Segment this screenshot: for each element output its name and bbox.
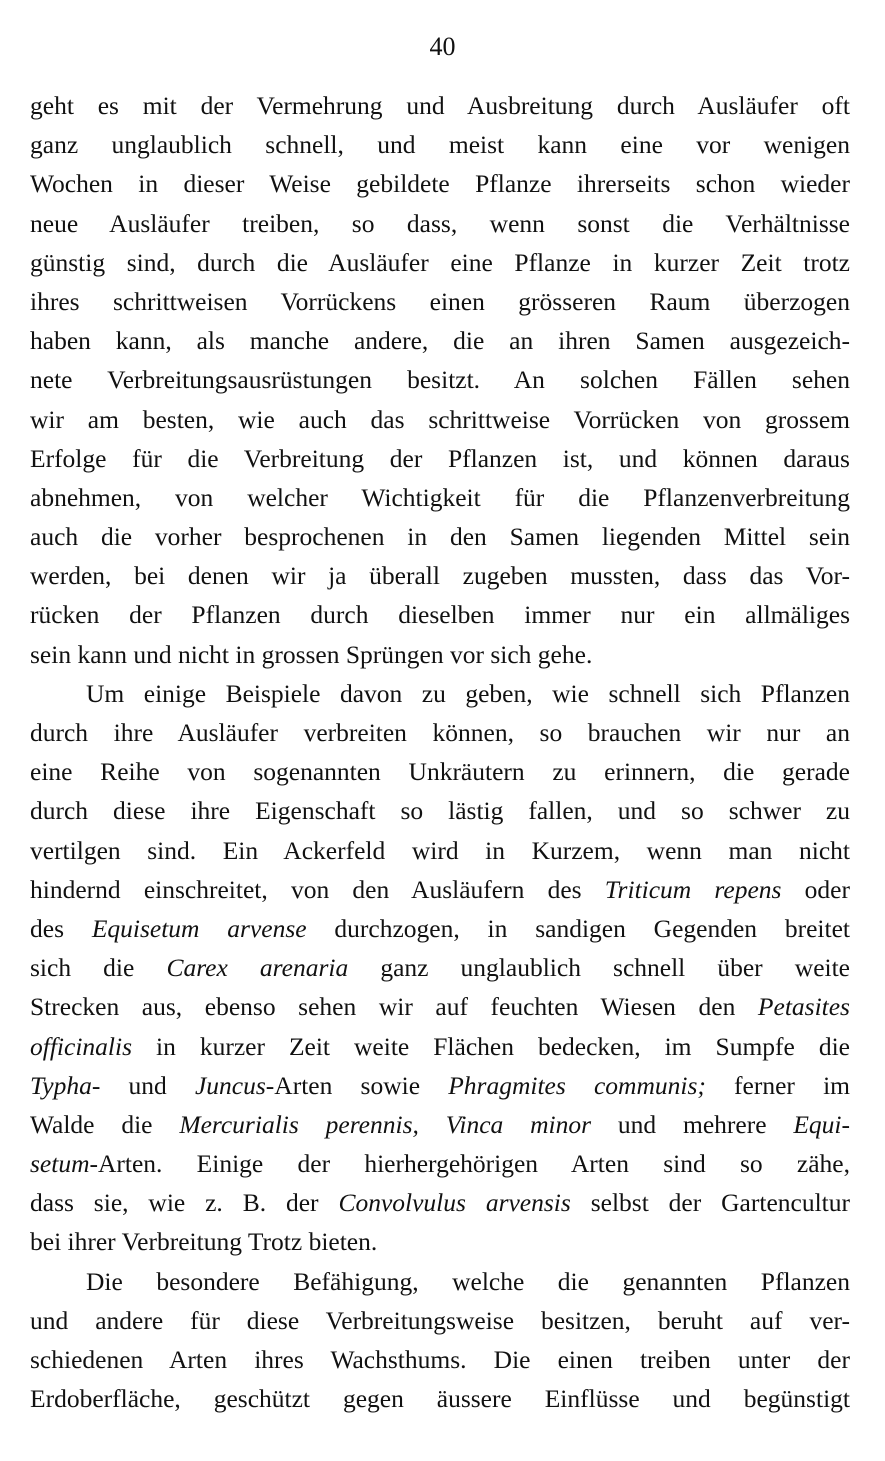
text-segment: oder <box>781 874 850 904</box>
text-segment: des <box>30 913 92 943</box>
text-segment: eine Reihe von sogenannten Unkräutern zu erinnern, die gerade <box>30 757 850 787</box>
italic-species-name: setum- <box>30 1149 98 1179</box>
paragraph <box>30 86 850 674</box>
text-segment: schiedenen Arten ihres Wachsthums. Die einen treiben unter der <box>30 1345 850 1374</box>
text-line <box>30 1262 850 1301</box>
text-segment: und andere für diese Verbreitungsweise besitzen, beruht auf ver- <box>30 1305 850 1335</box>
text-line <box>30 1105 850 1144</box>
text-line <box>30 1340 850 1379</box>
text-line <box>30 870 850 909</box>
italic-species-name: Equi- <box>793 1109 850 1139</box>
text-segment: sich die <box>30 953 167 983</box>
text-segment: durch ihre Ausläufer verbreiten können, so brauchen wir nur an <box>30 718 850 747</box>
text-segment: Erfolge für die Verbreitung der Pflanzen ist, und können daraus <box>30 443 850 473</box>
text-segment: und <box>100 1070 195 1100</box>
text-segment: Die besondere Befähigung, welche die genannten Pflanzen <box>86 1266 850 1296</box>
italic-species-name: officinalis <box>30 1031 132 1061</box>
text-line <box>30 400 850 439</box>
text-segment: ferner im <box>705 1070 850 1100</box>
text-line <box>30 125 850 164</box>
text-segment: Arten sowie <box>274 1070 449 1100</box>
italic-species-name: Juncus- <box>194 1070 275 1100</box>
text-segment: Walde die <box>30 1109 180 1139</box>
text-line <box>30 556 850 595</box>
text-segment: geht es mit der Vermehrung und Ausbreitung durch Ausläufer oft <box>30 91 850 120</box>
text-segment: dass sie, wie z. B. der <box>30 1188 339 1218</box>
text-line <box>30 1066 850 1105</box>
text-line <box>30 204 850 243</box>
text-line <box>30 517 850 556</box>
text-segment: haben kann, als manche andere, die an ihren Samen ausgezeich- <box>30 326 850 356</box>
text-segment: und mehrere <box>591 1109 794 1139</box>
italic-species-name: Petasites <box>757 992 850 1022</box>
text-segment: durch diese ihre Eigenschaft so lästig fallen, und so schwer zu <box>30 796 850 826</box>
text-segment: wir am besten, wie auch das schrittweise Vorrücken von grossem <box>30 404 850 434</box>
text-segment: abnehmen, von welcher Wichtigkeit für die Pflanzenverbreitung <box>30 482 850 512</box>
paragraph <box>30 1262 850 1419</box>
text-line <box>30 1379 850 1418</box>
text-segment: hindernd einschreitet, von den Ausläufern des <box>30 874 605 904</box>
text-line <box>30 360 850 399</box>
text-line <box>30 164 850 203</box>
text-line <box>30 1144 850 1183</box>
text-segment: durchzogen, in sandigen Gegenden breitet <box>306 913 850 943</box>
text-line <box>30 987 850 1026</box>
italic-species-name: Triticum repens <box>604 874 782 904</box>
italic-species-name: Carex arenaria <box>166 953 349 983</box>
text-segment: vertilgen sind. Ein Ackerfeld wird in Kurzem, wenn man nicht <box>30 835 850 865</box>
text-line <box>30 478 850 517</box>
text-line <box>30 909 850 948</box>
text-line <box>30 282 850 321</box>
text-line <box>30 674 850 713</box>
italic-species-name: Phragmites communis; <box>448 1070 706 1100</box>
text-segment: ganz unglaublich schnell, und meist kann eine vor wenigen <box>30 130 850 160</box>
text-line <box>30 86 850 125</box>
text-segment: Wochen in dieser Weise gebildete Pflanze ihrerseits schon wieder <box>30 169 850 199</box>
italic-species-name: Convolvulus arvensis <box>338 1188 571 1218</box>
text-line <box>30 831 850 870</box>
text-segment: günstig sind, durch die Ausläufer eine Pflanze in kurzer Zeit trotz <box>30 247 850 277</box>
text-segment: ihres schrittweisen Vorrückens einen grösseren Raum überzogen <box>30 286 850 316</box>
body-text <box>30 86 850 1418</box>
italic-species-name: Mercurialis perennis, Vinca minor <box>179 1109 592 1139</box>
text-line <box>30 635 850 674</box>
italic-species-name: Equisetum arvense <box>91 913 307 943</box>
italic-species-name: Typha- <box>30 1070 101 1100</box>
text-segment: selbst der Gartencultur <box>570 1188 850 1218</box>
text-line <box>30 243 850 282</box>
text-segment: ganz unglaublich schnell über weite <box>348 953 850 983</box>
text-line <box>30 1027 850 1066</box>
page-number: 40 <box>429 32 456 61</box>
text-segment: neue Ausläufer treiben, so dass, wenn sonst die Verhältnisse <box>30 208 850 238</box>
text-line <box>30 752 850 791</box>
text-line <box>30 439 850 478</box>
text-segment: in kurzer Zeit weite Flächen bedecken, im Sumpfe die <box>132 1031 850 1061</box>
text-line <box>30 948 850 987</box>
text-line <box>30 1301 850 1340</box>
text-line <box>30 791 850 830</box>
text-segment: sein kann und nicht in grossen Sprüngen vor sich gehe. <box>30 639 593 669</box>
text-segment: Arten. Einige der hierhergehörigen Arten sind so zähe, <box>97 1149 850 1179</box>
text-line <box>30 595 850 634</box>
text-segment: bei ihrer Verbreitung Trotz bieten. <box>30 1227 378 1257</box>
text-segment: Um einige Beispiele davon zu geben, wie schnell sich Pflanzen <box>86 678 850 708</box>
text-line <box>30 1183 850 1222</box>
paragraph <box>30 674 850 1262</box>
text-line <box>30 321 850 360</box>
text-line <box>30 713 850 752</box>
text-segment: werden, bei denen wir ja überall zugeben mussten, dass das Vor- <box>30 561 850 591</box>
text-segment: auch die vorher besprochenen in den Samen liegenden Mittel sein <box>30 522 850 552</box>
text-segment: rücken der Pflanzen durch dieselben immer nur ein allmäliges <box>30 600 850 630</box>
text-segment: Strecken aus, ebenso sehen wir auf feuchten Wiesen den <box>30 992 758 1022</box>
text-line <box>30 1222 850 1261</box>
text-segment: Erdoberfläche, geschützt gegen äussere Einflüsse und begünstigt <box>30 1384 850 1414</box>
text-segment: nete Verbreitungsausrüstungen besitzt. An solchen Fällen sehen <box>30 365 850 395</box>
